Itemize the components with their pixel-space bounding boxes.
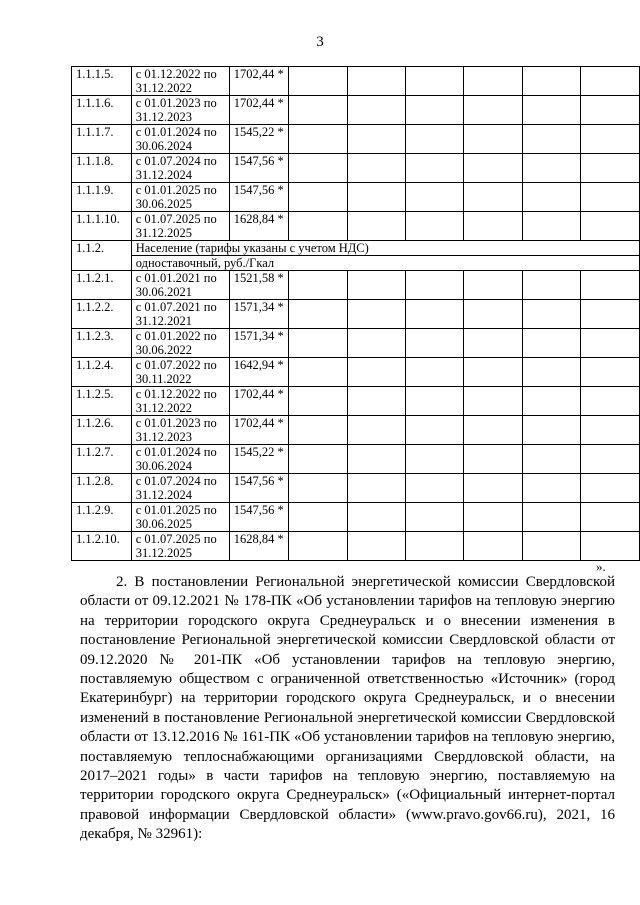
empty-cell (522, 183, 581, 212)
empty-cell (581, 300, 640, 329)
empty-cell (464, 125, 523, 154)
period-cell: с 01.01.2022 по 30.06.2022 (131, 329, 229, 358)
row-number: 1.1.2.9. (72, 503, 132, 532)
empty-cell (464, 532, 523, 561)
empty-cell (347, 300, 405, 329)
table-row (72, 154, 640, 183)
empty-cell (347, 532, 405, 561)
empty-cell (347, 183, 405, 212)
empty-cell (289, 125, 348, 154)
empty-cell (581, 329, 640, 358)
tariff-value-cell: 1571,34 * (229, 329, 289, 358)
empty-cell (405, 154, 464, 183)
empty-cell (347, 96, 405, 125)
period-cell: с 01.01.2023 по 31.12.2023 (131, 416, 229, 445)
empty-cell (464, 474, 523, 503)
empty-cell (347, 67, 405, 96)
empty-cell (581, 387, 640, 416)
empty-cell (405, 503, 464, 532)
table-row (72, 416, 640, 445)
table-row (72, 445, 640, 474)
tariff-value-cell: 1702,44 * (229, 96, 289, 125)
empty-cell (581, 271, 640, 300)
empty-cell (347, 503, 405, 532)
table-row (72, 212, 640, 241)
empty-cell (289, 387, 348, 416)
empty-cell (289, 503, 348, 532)
empty-cell (289, 67, 348, 96)
empty-cell (522, 358, 581, 387)
empty-cell (522, 67, 581, 96)
table-row (72, 474, 640, 503)
empty-cell (347, 474, 405, 503)
period-cell: с 01.07.2021 по 31.12.2021 (131, 300, 229, 329)
empty-cell (289, 532, 348, 561)
period-cell: с 01.07.2024 по 31.12.2024 (131, 154, 229, 183)
period-cell: с 01.01.2021 по 30.06.2021 (131, 271, 229, 300)
empty-cell (405, 445, 464, 474)
empty-cell (581, 212, 640, 241)
section-row (72, 241, 640, 256)
empty-cell (581, 503, 640, 532)
empty-cell (405, 67, 464, 96)
tariff-value-cell: 1702,44 * (229, 67, 289, 96)
row-number: 1.1.1.5. (72, 67, 132, 96)
unit-label: одноставочный, руб./Гкал (131, 256, 639, 271)
empty-cell (522, 125, 581, 154)
empty-cell (464, 416, 523, 445)
empty-cell (522, 329, 581, 358)
empty-cell (289, 416, 348, 445)
period-cell: с 01.01.2024 по 30.06.2024 (131, 445, 229, 474)
empty-cell (522, 212, 581, 241)
tariff-value-cell: 1702,44 * (229, 416, 289, 445)
row-number: 1.1.1.8. (72, 154, 132, 183)
empty-cell (289, 154, 348, 183)
tariff-value-cell: 1702,44 * (229, 387, 289, 416)
period-cell: с 01.01.2023 по 31.12.2023 (131, 96, 229, 125)
unit-row (72, 256, 640, 271)
empty-cell (464, 271, 523, 300)
empty-cell (464, 212, 523, 241)
closing-quote-mark: ». (596, 559, 606, 574)
section-number: 1.1.2. (72, 241, 132, 271)
row-number: 1.1.2.4. (72, 358, 132, 387)
period-cell: с 01.07.2024 по 31.12.2024 (131, 474, 229, 503)
row-number: 1.1.1.6. (72, 96, 132, 125)
empty-cell (405, 96, 464, 125)
row-number: 1.1.2.10. (72, 532, 132, 561)
empty-cell (405, 271, 464, 300)
tariff-value-cell: 1628,84 * (229, 532, 289, 561)
empty-cell (405, 532, 464, 561)
empty-cell (522, 271, 581, 300)
empty-cell (405, 125, 464, 154)
tariff-value-cell: 1547,56 * (229, 503, 289, 532)
tariff-value-cell: 1628,84 * (229, 212, 289, 241)
empty-cell (464, 300, 523, 329)
empty-cell (289, 474, 348, 503)
table-row (72, 125, 640, 154)
empty-cell (464, 329, 523, 358)
empty-cell (405, 183, 464, 212)
period-cell: с 01.01.2024 по 30.06.2024 (131, 125, 229, 154)
row-number: 1.1.1.9. (72, 183, 132, 212)
empty-cell (581, 154, 640, 183)
empty-cell (581, 67, 640, 96)
period-cell: с 01.01.2025 по 30.06.2025 (131, 183, 229, 212)
row-number: 1.1.2.5. (72, 387, 132, 416)
table-row (72, 67, 640, 96)
tariff-value-cell: 1545,22 * (229, 125, 289, 154)
empty-cell (289, 212, 348, 241)
empty-cell (405, 416, 464, 445)
empty-cell (289, 358, 348, 387)
table-row (72, 300, 640, 329)
empty-cell (405, 329, 464, 358)
period-cell: с 01.07.2025 по 31.12.2025 (131, 212, 229, 241)
empty-cell (581, 474, 640, 503)
row-number: 1.1.1.7. (72, 125, 132, 154)
empty-cell (464, 387, 523, 416)
table-row (72, 183, 640, 212)
tariff-value-cell: 1571,34 * (229, 300, 289, 329)
empty-cell (464, 154, 523, 183)
period-cell: с 01.01.2025 по 30.06.2025 (131, 503, 229, 532)
empty-cell (289, 96, 348, 125)
empty-cell (347, 125, 405, 154)
row-number: 1.1.2.2. (72, 300, 132, 329)
empty-cell (289, 271, 348, 300)
section-title: Население (тарифы указаны с учетом НДС) (131, 241, 639, 256)
tariff-table (71, 66, 640, 561)
page-number: 3 (316, 34, 324, 50)
empty-cell (347, 271, 405, 300)
table-row (72, 387, 640, 416)
empty-cell (405, 387, 464, 416)
empty-cell (289, 183, 348, 212)
table-row (72, 503, 640, 532)
empty-cell (347, 154, 405, 183)
tariff-value-cell: 1547,56 * (229, 154, 289, 183)
empty-cell (581, 96, 640, 125)
empty-cell (581, 125, 640, 154)
row-number: 1.1.2.8. (72, 474, 132, 503)
table-row (72, 96, 640, 125)
empty-cell (581, 445, 640, 474)
period-cell: с 01.07.2025 по 31.12.2025 (131, 532, 229, 561)
period-cell: с 01.12.2022 по 31.12.2022 (131, 67, 229, 96)
tariff-value-cell: 1545,22 * (229, 445, 289, 474)
period-cell: с 01.07.2022 по 30.11.2022 (131, 358, 229, 387)
row-number: 1.1.1.10. (72, 212, 132, 241)
empty-cell (289, 329, 348, 358)
row-number: 1.1.2.1. (72, 271, 132, 300)
empty-cell (347, 445, 405, 474)
empty-cell (289, 300, 348, 329)
empty-cell (522, 532, 581, 561)
empty-cell (347, 329, 405, 358)
empty-cell (522, 300, 581, 329)
empty-cell (581, 532, 640, 561)
empty-cell (581, 358, 640, 387)
tariff-value-cell: 1642,94 * (229, 358, 289, 387)
empty-cell (464, 445, 523, 474)
empty-cell (405, 212, 464, 241)
empty-cell (347, 416, 405, 445)
empty-cell (464, 358, 523, 387)
empty-cell (289, 445, 348, 474)
empty-cell (522, 503, 581, 532)
empty-cell (347, 212, 405, 241)
table-row (72, 271, 640, 300)
table-row (72, 358, 640, 387)
empty-cell (464, 67, 523, 96)
row-number: 1.1.2.6. (72, 416, 132, 445)
empty-cell (464, 503, 523, 532)
empty-cell (522, 96, 581, 125)
tariff-value-cell: 1521,58 * (229, 271, 289, 300)
row-number: 1.1.2.7. (72, 445, 132, 474)
empty-cell (405, 358, 464, 387)
body-paragraph: 2. В постановлении Региональной энергетической комиссии Свердловской области от 09.12.2021 № 178-ПК «Об установлении тарифов на тепловую энергию на территории городского округа Среднеуральск и о внесении изменения в постановление Региональной энергетической комиссии Свердловской области от 09.12.2020 № 201-ПК «Об установлении тарифов на тепловую энергию, поставляемую обществом с ограниченной ответственностью «Источник» (город Екатеринбург) на территории городского округа Среднеуральск, и о внесении изменений в постановление Региональной энергетической комиссии Свердловской области от 13.12.2016 № 161-ПК «Об установлении тарифов на тепловую энергию, поставляемую теплоснабжающими организациями Свердловской области, на 2017–2021 годы» в части тарифов на тепловую энергию, поставляемую на территории городского округа Среднеуральск» («Официальный интернет-портал правовой информации Свердловской области» (www.pravo.gov66.ru), 2021, 16 декабря, № 32961): (80, 574, 615, 843)
empty-cell (522, 154, 581, 183)
empty-cell (581, 416, 640, 445)
empty-cell (405, 474, 464, 503)
empty-cell (522, 474, 581, 503)
empty-cell (347, 358, 405, 387)
period-cell: с 01.12.2022 по 31.12.2022 (131, 387, 229, 416)
empty-cell (522, 387, 581, 416)
empty-cell (581, 183, 640, 212)
tariff-value-cell: 1547,56 * (229, 183, 289, 212)
empty-cell (405, 300, 464, 329)
empty-cell (522, 416, 581, 445)
empty-cell (347, 387, 405, 416)
empty-cell (522, 445, 581, 474)
empty-cell (464, 183, 523, 212)
table-row (72, 532, 640, 561)
table-row (72, 329, 640, 358)
row-number: 1.1.2.3. (72, 329, 132, 358)
tariff-value-cell: 1547,56 * (229, 474, 289, 503)
empty-cell (464, 96, 523, 125)
